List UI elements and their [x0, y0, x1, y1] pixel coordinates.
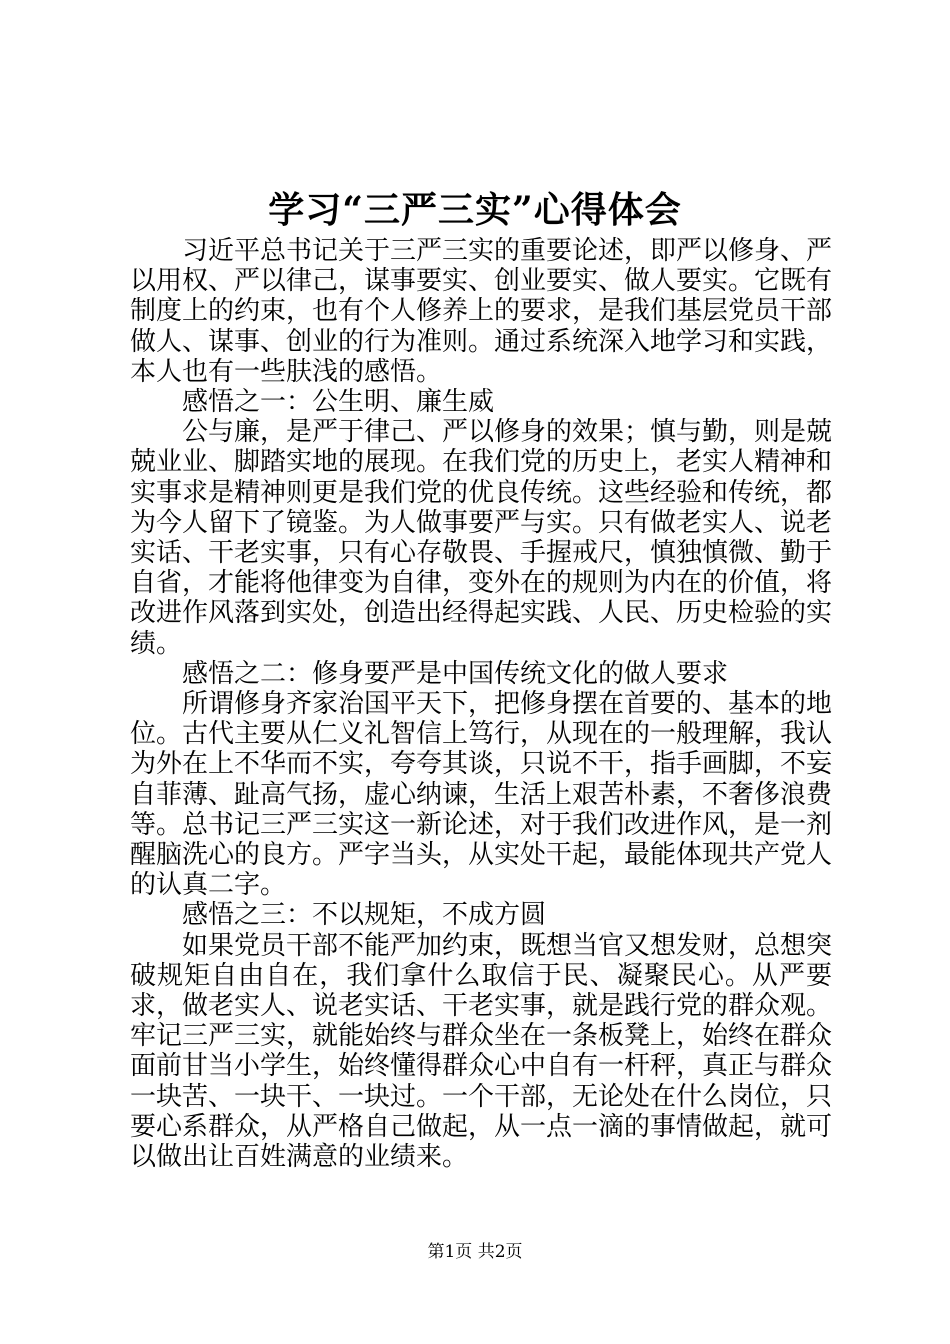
section-heading-1: 感悟之一：公生明、廉生威: [182, 387, 495, 418]
paragraph-section-3: 如果党员干部不能严加约束，既想当官又想发财，总想突破规矩自由自在，我们拿什么取信于民、凝聚民心。从严要求，做老实人、说老实话、干老实事，就是践行党的群众观。牢记三严三实，就能始终与群众坐在一条板凳上，始终在群众面前甘当小学生，始终懂得群众心中自有一杆秤，真正与群众一块苦、一块干、一块过。一个干部，无论处在什么岗位，只要心系群众，从严格自己做起，从一点一滴的事情做起，就可以做出让百姓满意的业绩来。: [130, 930, 833, 1173]
section-heading-3: 感悟之三：不以规矩，不成方圆: [182, 900, 547, 931]
paragraph-section-2: 所谓修身齐家治国平天下，把修身摆在首要的、基本的地位。古代主要从仁义礼智信上笃行，从现在的一般理解，我认为外在上不华而不实，夸夸其谈，只说不干，指手画脚，不妄自菲薄、趾高气扬，虚心纳谏，生活上艰苦朴素，不奢侈浪费等。总书记三严三实这一新论述，对于我们改进作风，是一剂醒脑洗心的良方。严字当头，从实处干起，最能体现共产党人的认真二字。: [130, 689, 833, 901]
document-body: [130, 236, 832, 1172]
paragraph-intro: 习近平总书记关于三严三实的重要论述，即严以修身、严以用权、严以律己，谋事要实、创业要实、做人要实。它既有制度上的约束，也有个人修养上的要求，是我们基层党员干部做人、谋事、创业的行为准则。通过系统深入地学习和实践，本人也有一些肤浅的感悟。: [130, 236, 833, 387]
document-title: 学习“三严三实”心得体会: [268, 189, 682, 231]
paragraph-section-1: 公与廉，是严于律己、严以修身的效果；慎与勤，则是兢兢业业、脚踏实地的展现。在我们党的历史上，老实人精神和实事求是精神则更是我们党的优良传统。这些经验和传统，都为今人留下了镜鉴。为人做事要严与实。只有做老实人、说老实话、干老实事，只有心存敬畏、手握戒尺，慎独慎微、勤于自省，才能将他律变为自律，变外在的规则为内在的价值，将改进作风落到实处，创造出经得起实践、人民、历史检验的实绩。: [130, 417, 833, 659]
page-number-footer: 第1页 共2页: [427, 1242, 523, 1262]
section-heading-2: 感悟之二：修身要严是中国传统文化的做人要求: [182, 658, 729, 689]
